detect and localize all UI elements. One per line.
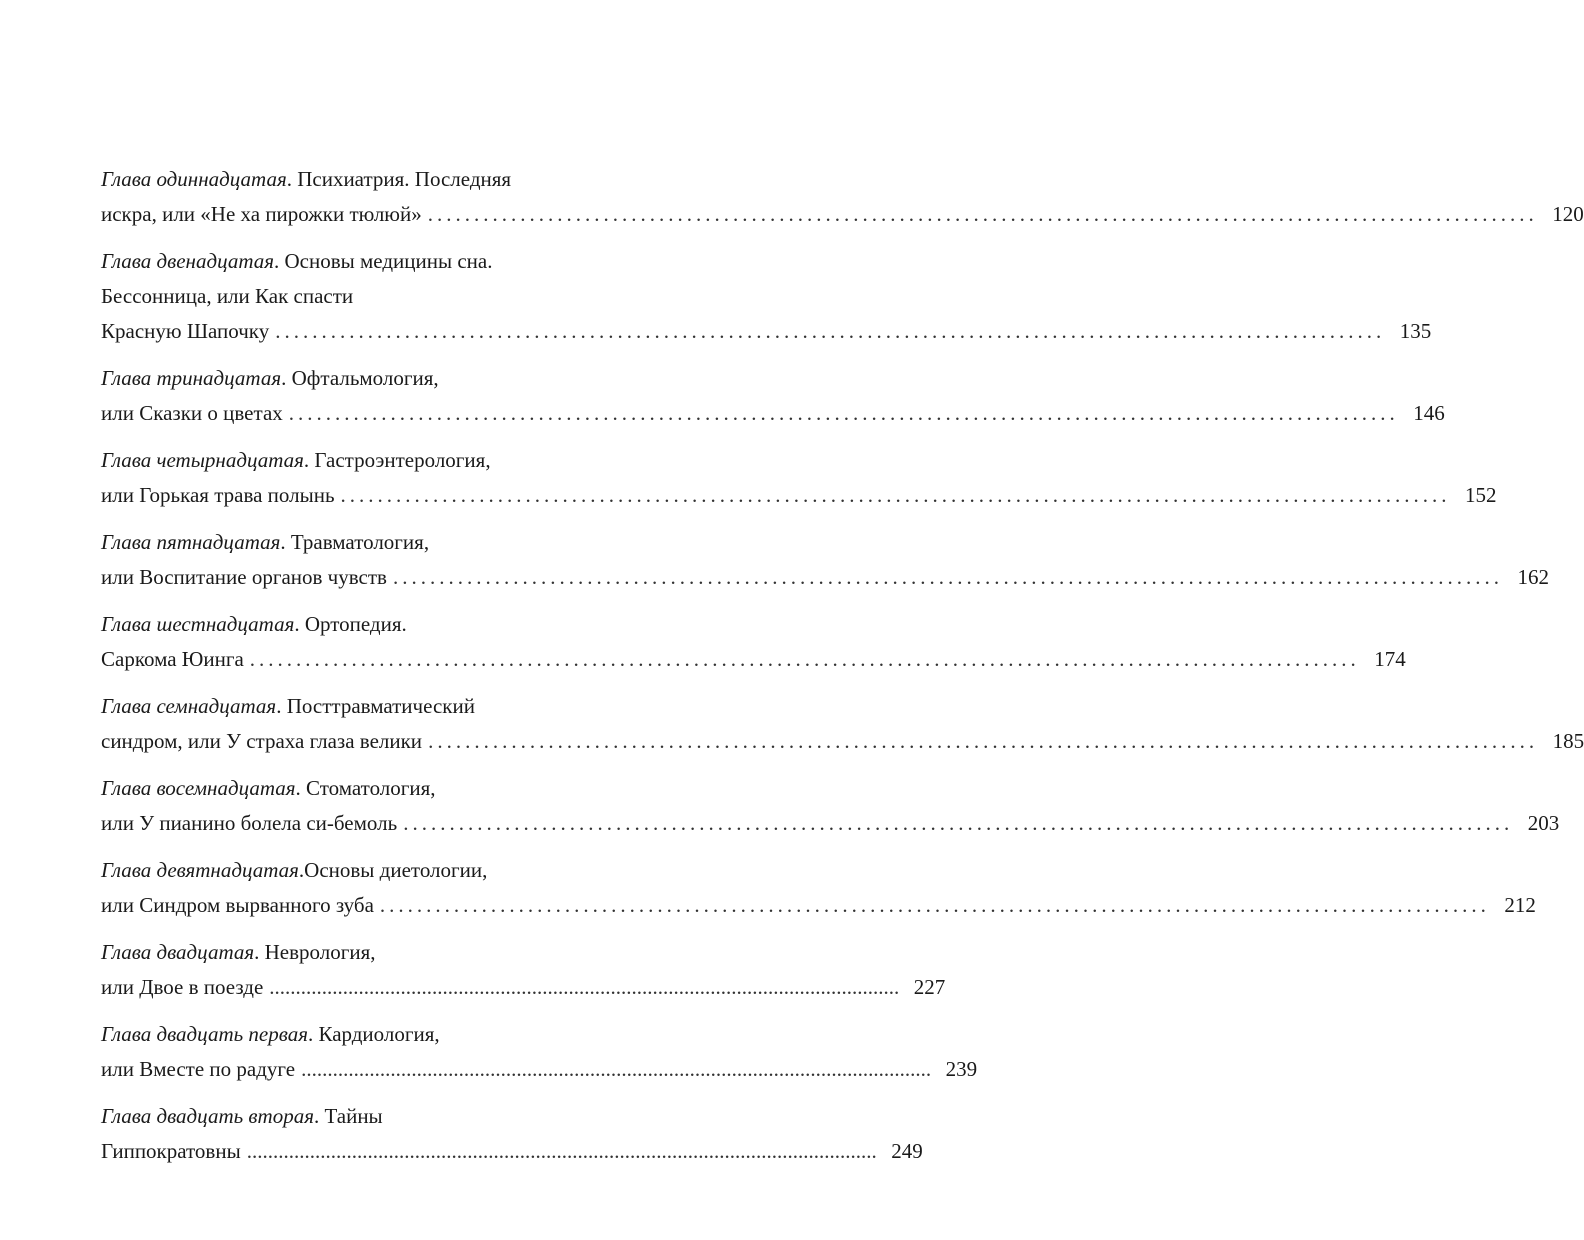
toc-line [101,853,591,888]
chapter-subtitle: или Синдром вырванного зуба [101,893,374,917]
toc-line [101,525,591,560]
chapter-subtitle: . Психиатрия. Последняя [286,167,512,191]
chapter-subtitle: . Гастроэнтерология, [303,448,491,472]
page-number: 239 [945,1057,978,1081]
dot-leader: ........................................................................................................................ [301,1057,932,1081]
chapter-subtitle: . Стоматология, [295,776,436,800]
toc-line [101,443,591,478]
chapter-title: Глава шестнадцатая [101,612,295,636]
toc-last-line [101,806,1560,841]
toc-last-line [101,642,1406,677]
page-number: 203 [1527,811,1560,835]
toc-last-line [101,396,1445,431]
toc-entry[interactable] [101,244,1432,349]
page-number: 227 [913,975,946,999]
chapter-subtitle: или У пианино болела си-бемоль [101,811,398,835]
toc-line [101,771,591,806]
chapter-title: Глава пятнадцатая [101,530,281,554]
toc-entry[interactable] [101,935,946,1005]
page-number: 135 [1399,319,1432,343]
chapter-subtitle: или Воспитание органов чувств [101,565,387,589]
dot-leader: ........................................................................................................................ [379,893,1490,917]
chapter-subtitle: . Неврология, [254,940,376,964]
chapter-subtitle: Бессонница, или Как спасти [101,284,354,308]
toc-line [101,1017,591,1052]
chapter-subtitle: . Тайны [313,1104,383,1128]
toc-entry[interactable] [101,1017,978,1087]
chapter-subtitle: Гиппократовны [101,1139,241,1163]
dot-leader: ........................................................................................................................ [403,811,1514,835]
toc-line [101,607,591,642]
chapter-subtitle: . Офтальмология, [281,366,439,390]
page-number: 185 [1552,729,1584,753]
dot-leader: ........................................................................................................................ [275,319,1386,343]
dot-leader: ........................................................................................................................ [269,975,900,999]
chapter-title: Глава восемнадцатая [101,776,296,800]
dot-leader: ........................................................................................................................ [428,729,1539,753]
toc-line [101,689,591,724]
table-of-contents [101,162,1584,1181]
page-number: 120 [1552,202,1584,226]
toc-last-line [101,1134,923,1169]
chapter-title: Глава семнадцатая [101,694,277,718]
chapter-subtitle: Саркома Юинга [101,647,244,671]
chapter-subtitle: . Посттравматический [276,694,475,718]
page-number: 162 [1517,565,1549,589]
chapter-title: Глава одиннадцатая [101,167,287,191]
toc-entry[interactable] [101,853,1536,923]
toc-last-line [101,197,1584,232]
chapter-title: Глава двенадцатая [101,249,275,273]
toc-entry[interactable] [101,525,1549,595]
toc-entry[interactable] [101,689,1584,759]
chapter-subtitle: или Вместе по радуге [101,1057,296,1081]
toc-entry[interactable] [101,771,1560,841]
toc-entry[interactable] [101,162,1584,232]
dot-leader: ........................................................................................................................ [288,401,1399,425]
toc-last-line [101,560,1549,595]
chapter-subtitle: . Ортопедия. [294,612,407,636]
toc-line [101,1099,591,1134]
toc-last-line [101,314,1432,349]
page-number: 212 [1504,893,1536,917]
page-number: 146 [1413,401,1445,425]
toc-entry[interactable] [101,607,1406,677]
page-number: 174 [1374,647,1406,671]
toc-line [101,361,591,396]
chapter-title: Глава тринадцатая [101,366,282,390]
dot-leader: ........................................................................................................................ [392,565,1503,589]
toc-entry[interactable] [101,361,1445,431]
dot-leader: ........................................................................................................................ [427,202,1538,226]
dot-leader: ........................................................................................................................ [246,1139,877,1163]
dot-leader: ........................................................................................................................ [340,483,1451,507]
chapter-subtitle: искра, или «Не ха пирожки тюлюй» [101,202,422,226]
chapter-title: Глава четырнадцатая [101,448,304,472]
toc-line [101,162,591,197]
dot-leader: ........................................................................................................................ [249,647,1360,671]
toc-last-line [101,724,1584,759]
toc-line [101,935,591,970]
toc-entry[interactable] [101,1099,923,1169]
chapter-subtitle: .Основы диетологии, [298,858,488,882]
toc-last-line [101,1052,978,1087]
chapter-subtitle: или Горькая трава полынь [101,483,335,507]
chapter-subtitle: . Основы медицины сна. [274,249,493,273]
chapter-subtitle: или Двое в поезде [101,975,264,999]
chapter-title: Глава двадцатая [101,940,255,964]
page-number: 152 [1465,483,1497,507]
chapter-title: Глава двадцать вторая [101,1104,314,1128]
chapter-title: Глава девятнадцатая [101,858,299,882]
chapter-subtitle: . Травматология, [280,530,430,554]
toc-line [101,244,591,279]
toc-last-line [101,888,1536,923]
chapter-title: Глава двадцать первая [101,1022,308,1046]
toc-entry[interactable] [101,443,1497,513]
chapter-subtitle: синдром, или У страха глаза велики [101,729,423,753]
toc-line [101,279,591,314]
page-number: 249 [891,1139,923,1163]
toc-last-line [101,970,946,1005]
chapter-subtitle: . Кардиология, [307,1022,440,1046]
chapter-subtitle: или Сказки о цветах [101,401,283,425]
toc-last-line [101,478,1497,513]
chapter-subtitle: Красную Шапочку [101,319,270,343]
